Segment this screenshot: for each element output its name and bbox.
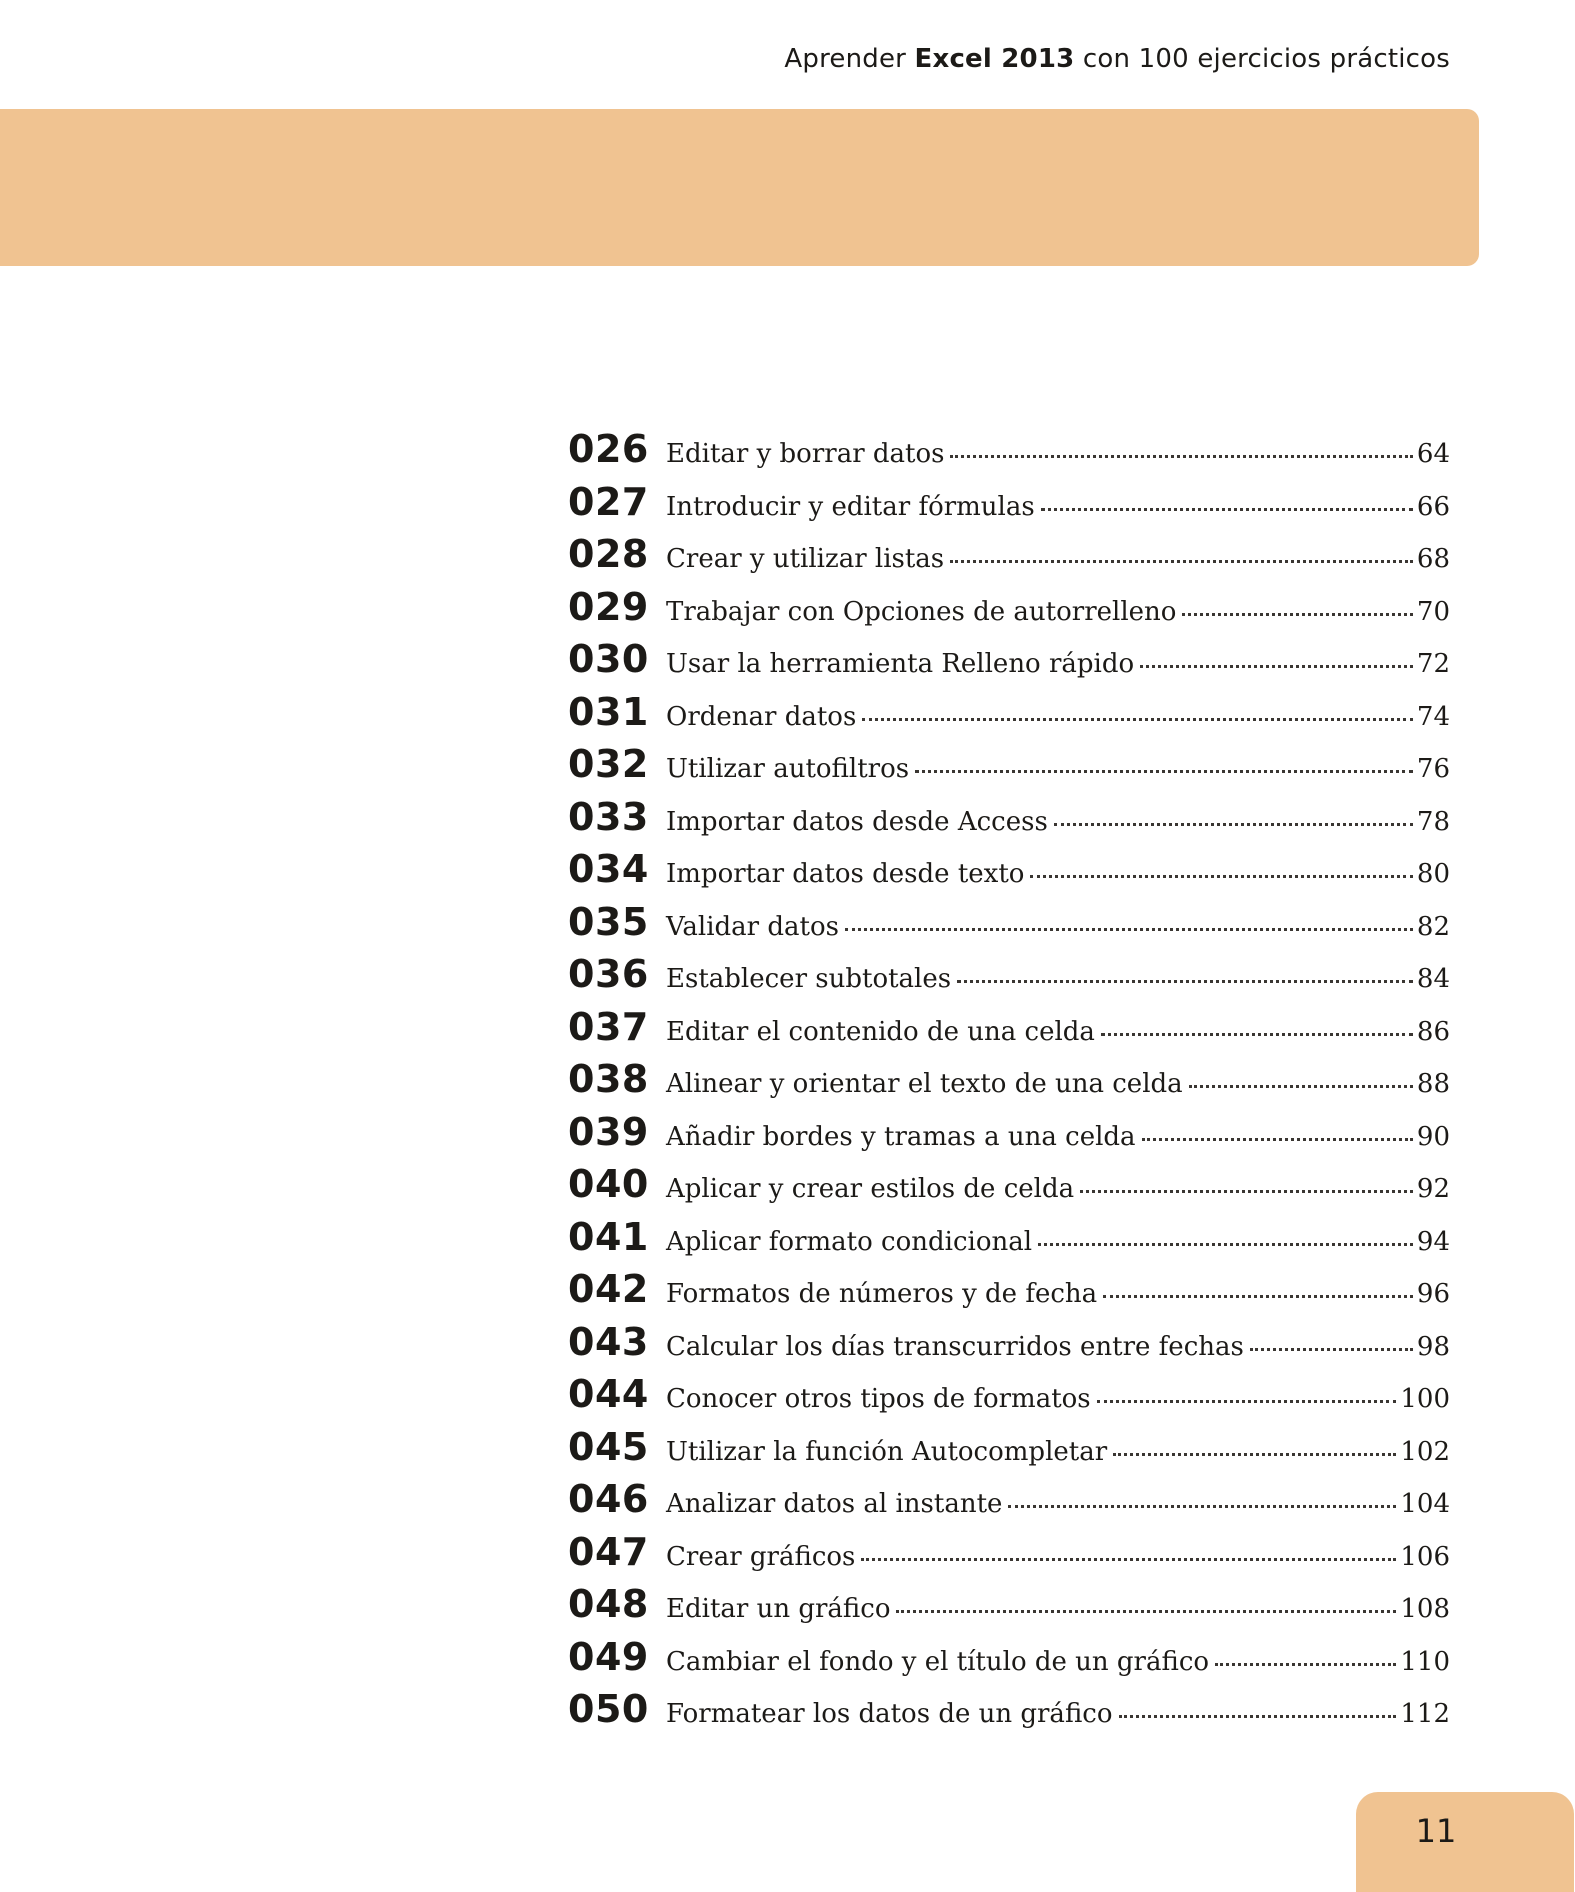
page-reference: 92 bbox=[1416, 1174, 1450, 1204]
exercise-title: Validar datos bbox=[666, 911, 839, 942]
dot-leader bbox=[1080, 1190, 1413, 1193]
table-of-contents bbox=[568, 427, 1450, 1740]
exercise-number: 050 bbox=[568, 1687, 649, 1731]
toc-entry bbox=[568, 1372, 1450, 1425]
exercise-number: 044 bbox=[568, 1372, 649, 1416]
exercise-title: Ordenar datos bbox=[666, 701, 857, 732]
page-reference: 78 bbox=[1416, 806, 1450, 837]
dot-leader bbox=[957, 980, 1413, 983]
dot-leader bbox=[845, 928, 1413, 931]
dot-leader bbox=[1113, 1453, 1396, 1456]
toc-entry bbox=[568, 690, 1450, 743]
exercise-number: 035 bbox=[568, 899, 649, 944]
exercise-number: 040 bbox=[568, 1162, 649, 1206]
exercise-title: Aplicar formato condicional bbox=[666, 1226, 1033, 1257]
chapter-banner bbox=[0, 109, 1479, 266]
exercise-title: Trabajar con Opciones de autorrelleno bbox=[666, 596, 1177, 627]
toc-entry bbox=[568, 637, 1450, 690]
dot-leader bbox=[1250, 1348, 1413, 1351]
dot-leader bbox=[861, 1558, 1396, 1561]
toc-entry bbox=[568, 1477, 1450, 1530]
toc-entry bbox=[568, 847, 1450, 900]
page-reference: 64 bbox=[1416, 439, 1450, 469]
page-reference: 100 bbox=[1400, 1384, 1450, 1414]
page-reference: 74 bbox=[1416, 701, 1450, 732]
exercise-number: 037 bbox=[568, 1004, 649, 1049]
running-header bbox=[784, 44, 1450, 74]
dot-leader bbox=[950, 560, 1413, 563]
exercise-title: Analizar datos al instante bbox=[666, 1489, 1003, 1519]
dot-leader bbox=[1142, 1138, 1413, 1141]
exercise-title: Introducir y editar fórmulas bbox=[666, 491, 1035, 522]
toc-entry bbox=[568, 900, 1450, 953]
exercise-number: 043 bbox=[568, 1319, 649, 1364]
dot-leader bbox=[1101, 1033, 1413, 1036]
exercise-number: 048 bbox=[568, 1582, 649, 1626]
dot-leader bbox=[1119, 1715, 1397, 1718]
page-reference: 96 bbox=[1416, 1279, 1450, 1309]
exercise-number: 028 bbox=[568, 532, 649, 576]
exercise-title: Formatos de números y de fecha bbox=[666, 1279, 1098, 1309]
page-reference: 98 bbox=[1416, 1331, 1450, 1362]
exercise-number: 045 bbox=[568, 1424, 649, 1469]
page-reference: 66 bbox=[1416, 491, 1450, 522]
toc-entry bbox=[568, 1005, 1450, 1058]
page-reference: 104 bbox=[1400, 1489, 1450, 1519]
page-reference: 86 bbox=[1416, 1016, 1450, 1047]
exercise-number: 034 bbox=[568, 847, 649, 891]
dot-leader bbox=[1103, 1295, 1413, 1298]
dot-leader bbox=[1030, 875, 1412, 878]
page-reference: 94 bbox=[1416, 1226, 1450, 1257]
exercise-title: Importar datos desde Access bbox=[666, 806, 1048, 837]
exercise-number: 038 bbox=[568, 1057, 649, 1101]
dot-leader bbox=[915, 770, 1413, 773]
toc-entry bbox=[568, 480, 1450, 533]
toc-entry bbox=[568, 532, 1450, 585]
exercise-title: Importar datos desde texto bbox=[666, 859, 1025, 889]
exercise-number: 042 bbox=[568, 1267, 649, 1311]
page-reference: 80 bbox=[1416, 859, 1450, 889]
page-reference: 84 bbox=[1416, 964, 1450, 994]
dot-leader bbox=[1140, 665, 1413, 668]
exercise-number: 033 bbox=[568, 794, 649, 839]
toc-entry bbox=[568, 1215, 1450, 1268]
exercise-number: 047 bbox=[568, 1529, 649, 1574]
page-reference: 102 bbox=[1400, 1436, 1450, 1467]
page-reference: 70 bbox=[1416, 596, 1450, 627]
exercise-title: Aplicar y crear estilos de celda bbox=[666, 1174, 1075, 1204]
exercise-number: 027 bbox=[568, 479, 649, 524]
page-reference: 76 bbox=[1416, 754, 1450, 784]
exercise-title: Crear gráficos bbox=[666, 1541, 856, 1572]
dot-leader bbox=[1038, 1243, 1413, 1246]
page-reference: 106 bbox=[1400, 1541, 1450, 1572]
exercise-number: 031 bbox=[568, 689, 649, 734]
page-reference: 110 bbox=[1400, 1646, 1450, 1677]
exercise-number: 032 bbox=[568, 742, 649, 786]
exercise-title: Añadir bordes y tramas a una celda bbox=[666, 1121, 1136, 1152]
exercise-title: Utilizar autofiltros bbox=[666, 754, 910, 784]
exercise-number: 036 bbox=[568, 952, 649, 996]
page-reference: 68 bbox=[1416, 544, 1450, 574]
dot-leader bbox=[1182, 613, 1412, 616]
toc-entry bbox=[568, 1635, 1450, 1688]
dot-leader bbox=[1008, 1505, 1396, 1508]
exercise-number: 026 bbox=[568, 427, 649, 471]
exercise-number: 029 bbox=[568, 584, 649, 629]
exercise-title: Usar la herramienta Relleno rápido bbox=[666, 649, 1135, 679]
toc-entry bbox=[568, 1320, 1450, 1373]
exercise-number: 030 bbox=[568, 637, 649, 681]
toc-entry bbox=[568, 1582, 1450, 1635]
toc-entry bbox=[568, 1162, 1450, 1215]
exercise-number: 041 bbox=[568, 1214, 649, 1259]
dot-leader bbox=[1097, 1400, 1397, 1403]
toc-entry bbox=[568, 1110, 1450, 1163]
exercise-title: Editar y borrar datos bbox=[666, 439, 945, 469]
page-reference: 82 bbox=[1416, 911, 1450, 942]
header-suffix: con 100 ejercicios prácticos bbox=[1074, 44, 1450, 74]
dot-leader bbox=[862, 718, 1413, 721]
toc-entry bbox=[568, 1530, 1450, 1583]
page-reference: 112 bbox=[1400, 1699, 1450, 1729]
exercise-title: Alinear y orientar el texto de una celda bbox=[666, 1069, 1183, 1099]
exercise-title: Crear y utilizar listas bbox=[666, 544, 945, 574]
page-reference: 108 bbox=[1400, 1594, 1450, 1624]
dot-leader bbox=[896, 1610, 1396, 1613]
exercise-title: Conocer otros tipos de formatos bbox=[666, 1384, 1091, 1414]
toc-entry bbox=[568, 742, 1450, 795]
toc-entry bbox=[568, 1687, 1450, 1740]
page-reference: 72 bbox=[1416, 649, 1450, 679]
exercise-number: 049 bbox=[568, 1634, 649, 1679]
toc-entry bbox=[568, 952, 1450, 1005]
toc-entry bbox=[568, 1267, 1450, 1320]
exercise-title: Establecer subtotales bbox=[666, 964, 952, 994]
toc-entry bbox=[568, 1425, 1450, 1478]
exercise-title: Formatear los datos de un gráfico bbox=[666, 1699, 1113, 1729]
header-book-title: Excel 2013 bbox=[914, 44, 1075, 74]
toc-entry bbox=[568, 795, 1450, 848]
toc-entry bbox=[568, 585, 1450, 638]
dot-leader bbox=[1054, 823, 1413, 826]
dot-leader bbox=[1215, 1663, 1396, 1666]
dot-leader bbox=[950, 455, 1412, 458]
page-reference: 90 bbox=[1416, 1121, 1450, 1152]
toc-entry bbox=[568, 1057, 1450, 1110]
dot-leader bbox=[1041, 508, 1413, 511]
exercise-title: Cambiar el fondo y el título de un gráfico bbox=[666, 1646, 1210, 1677]
exercise-title: Editar el contenido de una celda bbox=[666, 1016, 1095, 1047]
exercise-title: Utilizar la función Autocompletar bbox=[666, 1436, 1108, 1467]
exercise-title: Editar un gráfico bbox=[666, 1594, 891, 1624]
exercise-title: Calcular los días transcurridos entre fechas bbox=[666, 1331, 1244, 1362]
page-number: 11 bbox=[1415, 1812, 1457, 1850]
exercise-number: 039 bbox=[568, 1109, 649, 1154]
page-reference: 88 bbox=[1416, 1069, 1450, 1099]
toc-entry bbox=[568, 427, 1450, 480]
dot-leader bbox=[1189, 1085, 1413, 1088]
exercise-number: 046 bbox=[568, 1477, 649, 1521]
header-prefix: Aprender bbox=[784, 44, 915, 74]
page-number-tab bbox=[1356, 1792, 1574, 1892]
